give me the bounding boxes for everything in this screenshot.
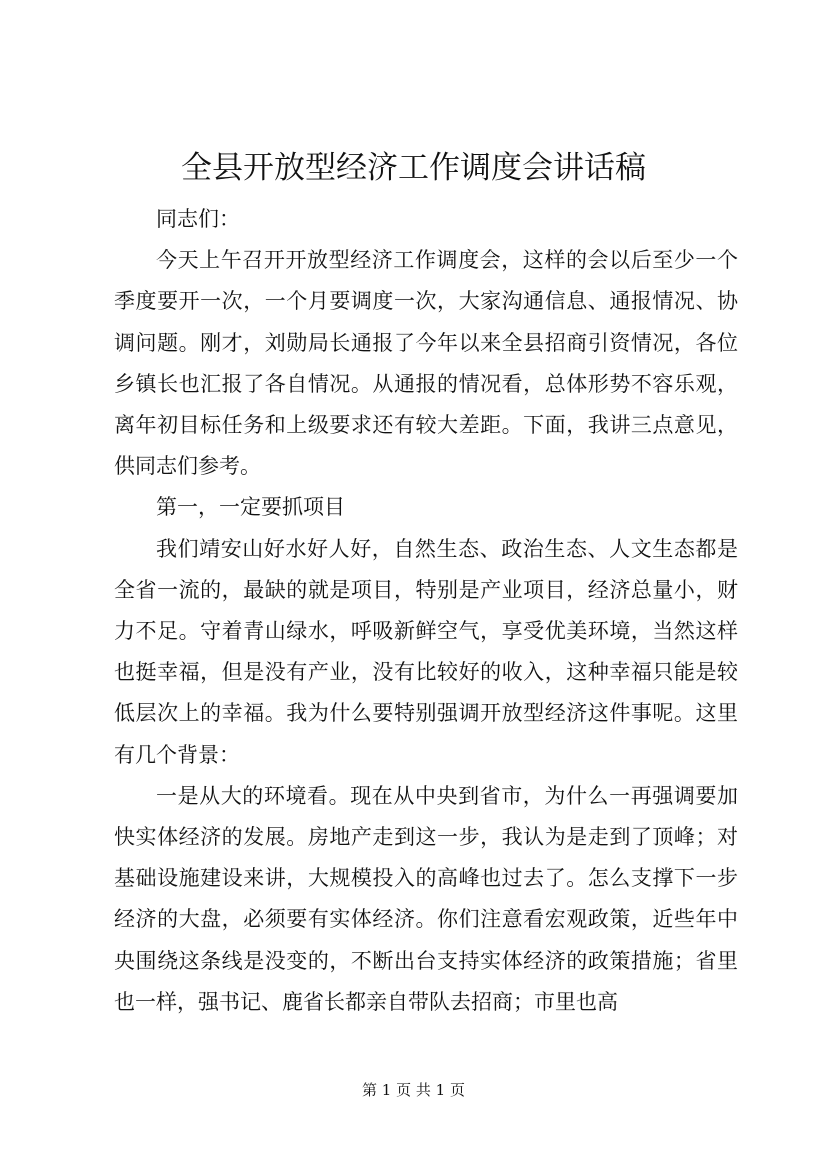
paragraph-background-one: 一是从大的环境看。现在从中央到省市，为什么一再强调要加快实体经济的发展。房地产走到这一步，我认为是走到了顶峰；对基础设施建设来讲，大规模投入的高峰也过去了。怎么支撑下一步经济的大盘，必须要有实体经济。你们注意看宏观政策，近些年中央围绕这条线是没变的，不断出台支持实体经济的政策措施；省里也一样，强书记、鹿省长都亲自带队去招商；市里也高: [114, 783, 738, 1014]
document-body: [114, 199, 738, 1023]
document-title: 全县开放型经济工作调度会讲话稿: [181, 150, 646, 186]
paragraph-projects: 我们靖安山好水好人好，自然生态、政治生态、人文生态都是全省一流的，最缺的就是项目，特别是产业项目，经济总量小，财力不足。守着青山绿水，呼吸新鲜空气，享受优美环境，当然这样也挺幸福，但是没有产业，没有比较好的收入，这种幸福只能是较低层次上的幸福。我为什么要特别强调开放型经济这件事呢。这里有几个背景：: [114, 536, 738, 767]
page-footer: 第 1 页 共 1 页: [362, 1081, 465, 1099]
salutation: 同志们：: [156, 207, 240, 231]
section-heading-first: 第一，一定要抓项目: [156, 495, 345, 520]
paragraph-intro: 今天上午召开开放型经济工作调度会，这样的会以后至少一个季度要开一次，一个月要调度一次，大家沟通信息、通报情况、协调问题。刚才，刘勋局长通报了今年以来全县招商引资情况，各位乡镇长也汇报了各自情况。从通报的情况看，总体形势不容乐观，离年初目标任务和上级要求还有较大差距。下面，我讲三点意见，供同志们参考。: [114, 248, 738, 479]
